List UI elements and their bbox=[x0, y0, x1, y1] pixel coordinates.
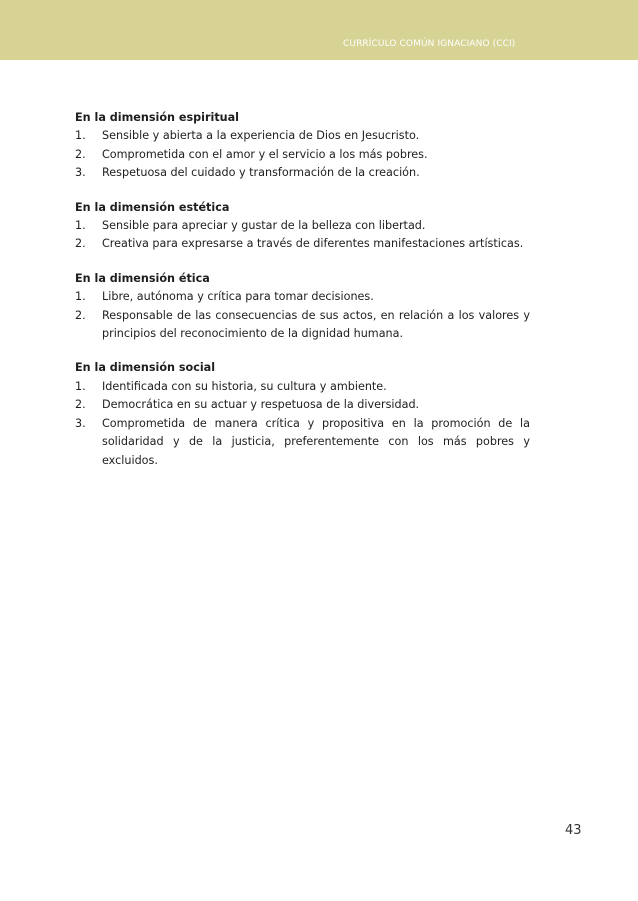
document-body bbox=[75, 109, 530, 486]
list-number: 1. bbox=[75, 219, 86, 233]
list-number: 1. bbox=[75, 379, 86, 393]
list-item bbox=[75, 217, 530, 235]
page-number: 43 bbox=[565, 823, 582, 838]
section-espiritual bbox=[75, 109, 530, 183]
section-estetica bbox=[75, 199, 530, 254]
section-title: En la dimensión ética bbox=[75, 271, 210, 285]
list-text: Sensible y abierta a la experiencia de Dios en Jesucristo. bbox=[102, 129, 420, 143]
list-item bbox=[75, 396, 530, 414]
section-title: En la dimensión estética bbox=[75, 200, 230, 214]
list-item bbox=[75, 146, 530, 164]
list-number: 2. bbox=[75, 398, 86, 412]
list-text: Respetuosa del cuidado y transformación de la creación. bbox=[102, 166, 420, 180]
section-etica bbox=[75, 270, 530, 344]
list-item bbox=[75, 164, 530, 182]
header-band bbox=[0, 0, 638, 60]
list-number: 1. bbox=[75, 290, 86, 304]
list-item bbox=[75, 127, 530, 145]
list-text: Responsable de las consecuencias de sus actos, en relación a los valores y principios del reconocimiento de la dignidad humana. bbox=[102, 308, 530, 341]
section-title: En la dimensión espiritual bbox=[75, 111, 240, 124]
list-item bbox=[75, 307, 530, 344]
list-text: Creativa para expresarse a través de diferentes manifestaciones artísticas. bbox=[102, 237, 524, 251]
running-header: CURRÍCULO COMÚN IGNACIANO (CCI) bbox=[343, 39, 516, 49]
list-text: Identificada con su historia, su cultura y ambiente. bbox=[102, 379, 387, 393]
list-number: 3. bbox=[75, 166, 86, 180]
list-text: Sensible para apreciar y gustar de la belleza con libertad. bbox=[102, 219, 426, 233]
list-text: Comprometida de manera crítica y propositiva en la promoción de la solidaridad y de la justicia, preferentemente con los más pobres y excluidos. bbox=[102, 416, 530, 467]
list-text: Libre, autónoma y crítica para tomar decisiones. bbox=[102, 290, 374, 304]
list-item bbox=[75, 288, 530, 306]
list-item bbox=[75, 415, 530, 470]
section-social bbox=[75, 359, 530, 469]
list-text: Comprometida con el amor y el servicio a los más pobres. bbox=[102, 147, 428, 161]
section-title: En la dimensión social bbox=[75, 361, 216, 375]
list-item bbox=[75, 235, 530, 253]
list-number: 2. bbox=[75, 308, 86, 322]
list-text: Democrática en su actuar y respetuosa de la diversidad. bbox=[102, 398, 420, 412]
list-number: 3. bbox=[75, 416, 86, 430]
list-item bbox=[75, 378, 530, 396]
list-number: 1. bbox=[75, 129, 86, 143]
list-number: 2. bbox=[75, 147, 86, 161]
list-number: 2. bbox=[75, 237, 86, 251]
